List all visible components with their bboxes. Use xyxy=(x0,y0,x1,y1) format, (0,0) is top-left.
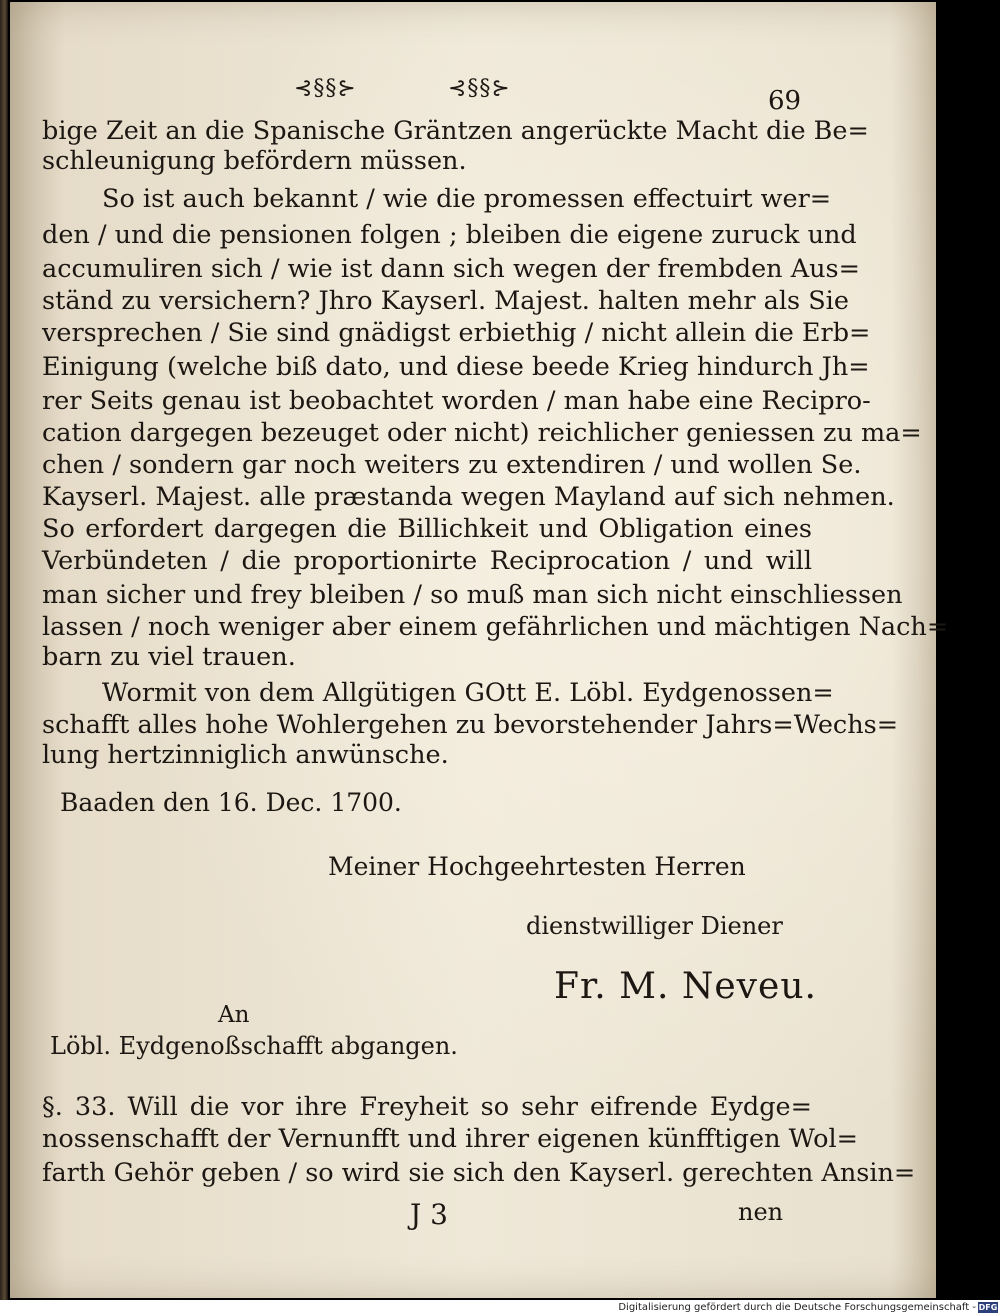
body-line: Einigung (welche biß dato, und diese beede Krieg hindurch Jh= xyxy=(42,352,870,382)
section-line: nossenschafft der Vernunfft und ihrer eigenen künfftigen Wol= xyxy=(42,1124,858,1154)
body-line: lassen / noch weniger aber einem gefährlichen und mächtigen Nach= xyxy=(42,612,949,642)
body-line: Wormit von dem Allgütigen GOtt E. Löbl. Eydgenossen= xyxy=(102,678,834,708)
book-page xyxy=(10,2,949,1298)
address-line: An xyxy=(218,1002,250,1028)
body-line: barn zu viel trauen. xyxy=(42,642,296,672)
body-line: chen / sondern gar noch weiters zu extendiren / und wollen Se. xyxy=(42,450,862,480)
section-line: farth Gehör geben / so wird sie sich den Kayserl. gerechten Ansin= xyxy=(42,1158,916,1188)
page-number: 69 xyxy=(768,86,802,116)
body-line: So erfordert dargegen die Billichkeit und Obligation eines xyxy=(42,514,812,544)
body-line: versprechen / Sie sind gnädigst erbiethig / nicht allein die Erb= xyxy=(42,318,871,348)
body-line: Kayserl. Majest. alle præstanda wegen Mayland auf sich nehmen. xyxy=(42,482,895,512)
body-line: schleunigung befördern müssen. xyxy=(42,146,467,176)
body-line: cation dargegen bezeuget oder nicht) reichlicher geniessen zu ma= xyxy=(42,418,922,448)
signature-mark: J 3 xyxy=(410,1198,448,1231)
body-line: So ist auch bekannt / wie die promessen effectuirt wer= xyxy=(102,184,832,214)
body-line: den / und die pensionen folgen ; bleiben die eigene zuruck und xyxy=(42,220,857,250)
dfg-logo: DFG xyxy=(978,1303,998,1312)
body-line: schafft alles hohe Wohlergehen zu bevorstehender Jahrs=Wechs= xyxy=(42,710,899,740)
signature: Fr. M. Neveu. xyxy=(554,966,817,1007)
body-line: ständ zu versichern? Jhro Kayserl. Majest. halten mehr als Sie xyxy=(42,286,849,316)
body-line: bige Zeit an die Spanische Gräntzen angerückte Macht die Be= xyxy=(42,116,869,146)
place-date: Baaden den 16. Dec. 1700. xyxy=(60,788,402,817)
body-line: man sicher und frey bleiben / so muß man sich nicht einschliessen xyxy=(42,580,903,610)
header-ornament-right: ⊰§§⊱ xyxy=(448,76,511,101)
section-line: §. 33. Will die vor ihre Freyheit so sehr eifrende Eydge= xyxy=(42,1092,812,1122)
book-edge xyxy=(0,0,8,1300)
address-line: Löbl. Eydgenoßschafft abgangen. xyxy=(50,1032,458,1060)
salutation: Meiner Hochgeehrtesten Herren xyxy=(328,852,746,881)
header-ornament-left: ⊰§§⊱ xyxy=(294,76,357,101)
footer-credit: Digitalisierung gefördert durch die Deutsche Forschungsgemeinschaft - xyxy=(618,1302,976,1313)
body-line: accumuliren sich / wie ist dann sich wegen der frembden Aus= xyxy=(42,254,860,284)
body-line: rer Seits genau ist beobachtet worden / man habe eine Recipro- xyxy=(42,386,871,416)
servant-line: dienstwilliger Diener xyxy=(526,912,783,940)
body-line: lung hertzinniglich anwünsche. xyxy=(42,740,449,770)
body-line: Verbündeten / die proportionirte Reciprocation / und will xyxy=(42,546,812,576)
catchword: nen xyxy=(738,1198,784,1226)
